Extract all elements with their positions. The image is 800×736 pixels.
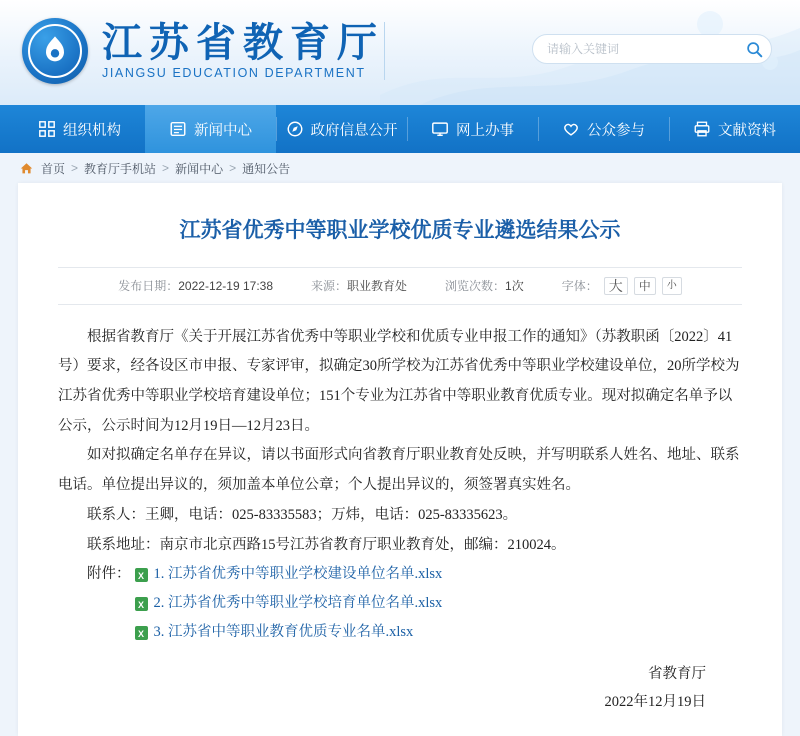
attachment-item[interactable]	[135, 589, 443, 618]
attachments-section	[58, 560, 742, 647]
article-paragraph: 如对拟确定名单存在异议，请以书面形式向省教育厅职业教育处反映，并写明联系人姓名、地址、联系电话。单位提出异议的，须加盖本单位公章；个人提出异议的，须签署真实姓名。	[58, 447, 740, 494]
article-paragraph: 联系人：王卿，电话：025-83335583；万炜，电话：025-83335623。	[87, 506, 518, 523]
nav-label: 政府信息公开	[310, 122, 398, 139]
article-paragraph: 根据省教育厅《关于开展江苏省优秀中等职业学校和优质专业申报工作的通知》（苏教职函〔2022〕41号）要求，经各设区市申报、专家评审，拟确定30所学校为江苏省优秀中等职业学校建设单位，20所学校为江苏省优秀中等职业学校培育建设单位；151个专业为江苏省中等职业教育优质专业。现对拟确定名单予以公示，公示时间为12月19日—12月23日。	[58, 328, 740, 434]
logo-title-en: JIANGSU EDUCATION DEPARTMENT	[102, 66, 366, 80]
home-icon	[20, 162, 33, 175]
nav-label: 公众参与	[587, 122, 645, 139]
breadcrumb-item-news-center[interactable]: 新闻中心	[175, 161, 224, 176]
page-title: 江苏省优秀中等职业学校优质专业遴选结果公示	[179, 218, 621, 242]
font-size-large-button[interactable]: 大	[604, 277, 628, 295]
attachment-item[interactable]	[135, 560, 443, 589]
nav-label: 文献资料	[718, 122, 776, 139]
nav-item-documents[interactable]	[669, 105, 800, 153]
attachment-label: 1. 江苏省优秀中等职业学校建设单位名单.xlsx	[153, 566, 443, 583]
font-size-label: 字体：	[561, 279, 598, 293]
site-header	[0, 0, 800, 105]
excel-file-icon	[135, 597, 148, 611]
meta-source-label: 来源：	[311, 279, 348, 293]
excel-file-icon	[135, 626, 148, 640]
meta-publish-date	[118, 277, 273, 294]
breadcrumb-separator: >	[162, 161, 170, 175]
nav-item-organization[interactable]	[14, 105, 145, 153]
monitor-icon	[431, 120, 449, 138]
breadcrumb-item-announcements[interactable]: 通知公告	[242, 161, 291, 176]
attachment-label: 2. 江苏省优秀中等职业学校培育单位名单.xlsx	[153, 595, 443, 612]
breadcrumb-item-home[interactable]: 首页	[41, 161, 66, 176]
meta-views-label: 浏览次数：	[445, 279, 506, 293]
nav-item-government-info[interactable]	[276, 105, 407, 153]
article-card	[18, 183, 782, 736]
meta-source	[311, 277, 407, 294]
excel-file-icon	[135, 568, 148, 582]
news-icon	[169, 120, 187, 138]
article-paragraph: 联系地址：南京市北京西路15号江苏省教育厅职业教育处，邮编：210024。	[87, 536, 566, 553]
nav-item-online-service[interactable]	[407, 105, 538, 153]
meta-views	[445, 277, 524, 294]
nav-label: 新闻中心	[194, 122, 252, 139]
search-input[interactable]	[533, 42, 737, 56]
heart-icon	[562, 120, 580, 138]
font-size-control	[562, 277, 682, 295]
site-logo[interactable]	[22, 18, 384, 84]
article-meta	[58, 267, 742, 305]
emblem-flame-icon	[40, 34, 70, 66]
jiangsu-education-emblem-icon	[22, 18, 88, 84]
meta-views-value: 1次	[505, 279, 524, 293]
meta-source-value: 职业教育处	[347, 279, 408, 293]
article-body	[58, 323, 742, 648]
attachment-item[interactable]	[135, 618, 443, 647]
compass-icon	[286, 120, 304, 138]
article-signature	[58, 661, 742, 716]
meta-date-label: 发布日期：	[118, 279, 179, 293]
signature-date: 2022年12月19日	[604, 693, 706, 710]
font-size-small-button[interactable]: 小	[662, 277, 682, 295]
meta-date-value: 2022-12-19 17:38	[178, 279, 273, 293]
breadcrumb-separator: >	[71, 161, 79, 175]
breadcrumb-separator: >	[229, 161, 237, 175]
search-box[interactable]	[532, 34, 772, 64]
search-icon	[746, 41, 763, 58]
attachments-label: 附件：	[87, 566, 131, 583]
breadcrumb	[0, 153, 800, 183]
nav-item-public-participation[interactable]	[538, 105, 669, 153]
signature-issuer: 省教育厅	[648, 666, 706, 683]
font-size-medium-button[interactable]: 中	[634, 277, 656, 295]
printer-icon	[693, 120, 711, 138]
attachments-list	[135, 560, 443, 647]
search-button[interactable]	[737, 35, 771, 63]
header-divider	[384, 22, 385, 80]
org-grid-icon	[38, 120, 56, 138]
logo-title-cn: 江苏省教育厅	[102, 20, 384, 65]
nav-label: 组织机构	[63, 122, 121, 139]
breadcrumb-item-mobile-site[interactable]: 教育厅手机站	[84, 161, 157, 176]
nav-label: 网上办事	[456, 122, 514, 139]
main-navigation	[0, 105, 800, 153]
attachment-label: 3. 江苏省中等职业教育优质专业名单.xlsx	[153, 624, 414, 641]
nav-item-news-center[interactable]	[145, 105, 276, 153]
